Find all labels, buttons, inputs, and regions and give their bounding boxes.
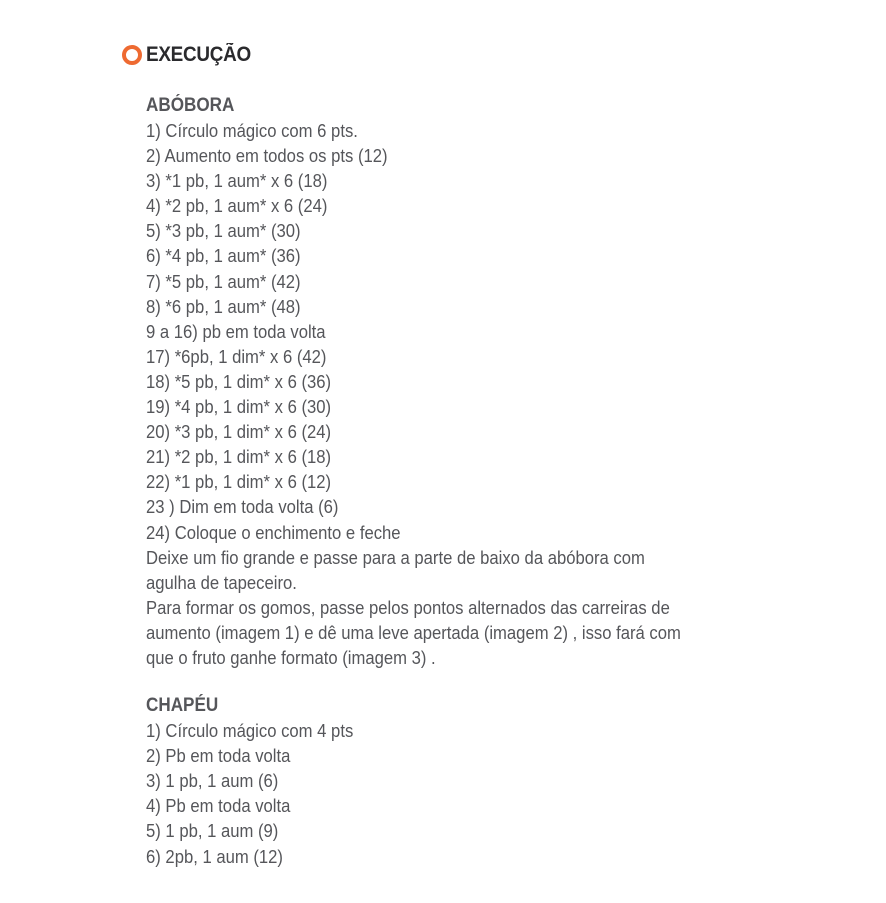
instruction-line: 2) Aumento em todos os pts (12) — [146, 145, 388, 167]
section-title: ABÓBORA — [146, 95, 235, 116]
instruction-line: que o fruto ganhe formato (imagem 3) . — [146, 646, 436, 668]
instruction-line: 4) Pb em toda volta — [146, 795, 291, 817]
instruction-line: Deixe um fio grande e passe para a parte de baixo da abóbora com — [146, 546, 645, 568]
section-lines — [146, 118, 786, 670]
instruction-line: 5) *3 pb, 1 aum* (30) — [146, 220, 301, 242]
instruction-line: 6) *4 pb, 1 aum* (36) — [146, 245, 301, 267]
instruction-line: 18) *5 pb, 1 dim* x 6 (36) — [146, 370, 332, 392]
instruction-line: 3) *1 pb, 1 aum* x 6 (18) — [146, 170, 328, 192]
instruction-line: 9 a 16) pb em toda volta — [146, 320, 326, 342]
instruction-line: 20) *3 pb, 1 dim* x 6 (24) — [146, 421, 332, 443]
instruction-line: aumento (imagem 1) e dê uma leve apertada (imagem 2) , isso fará com — [146, 621, 681, 643]
instruction-line: 8) *6 pb, 1 aum* (48) — [146, 295, 301, 317]
section-heading — [122, 42, 263, 68]
instruction-line: 24) Coloque o enchimento e feche — [146, 521, 401, 543]
instruction-line: 21) *2 pb, 1 dim* x 6 (18) — [146, 446, 332, 468]
section-title: CHAPÉU — [146, 695, 219, 717]
instruction-line: 4) *2 pb, 1 aum* x 6 (24) — [146, 195, 328, 217]
instruction-line: 1) Círculo mágico com 6 pts. — [146, 120, 358, 141]
section-abobora — [146, 93, 786, 670]
instruction-line: 17) *6pb, 1 dim* x 6 (42) — [146, 345, 327, 367]
instruction-line: 19) *4 pb, 1 dim* x 6 (30) — [146, 396, 332, 418]
instruction-line: 3) 1 pb, 1 aum (6) — [146, 770, 279, 792]
instruction-line: 22) *1 pb, 1 dim* x 6 (12) — [146, 471, 332, 493]
instructions-body — [146, 93, 786, 869]
circle-ring-icon — [122, 45, 142, 65]
instruction-line: 1) Círculo mágico com 4 pts — [146, 720, 354, 742]
instruction-line: 6) 2pb, 1 aum (12) — [146, 845, 283, 867]
instruction-line: 2) Pb em toda volta — [146, 745, 291, 767]
section-lines — [146, 718, 786, 869]
section-gap — [146, 670, 786, 693]
instruction-line: 23 ) Dim em toda volta (6) — [146, 496, 339, 518]
instruction-line: 7) *5 pb, 1 aum* (42) — [146, 270, 301, 292]
page-title: EXECUÇÃO — [146, 43, 251, 66]
instruction-line: agulha de tapeceiro. — [146, 571, 297, 593]
section-chapeu — [146, 693, 786, 869]
instruction-line: 5) 1 pb, 1 aum (9) — [146, 820, 279, 842]
instruction-line: Para formar os gomos, passe pelos pontos alternados das carreiras de — [146, 596, 670, 618]
